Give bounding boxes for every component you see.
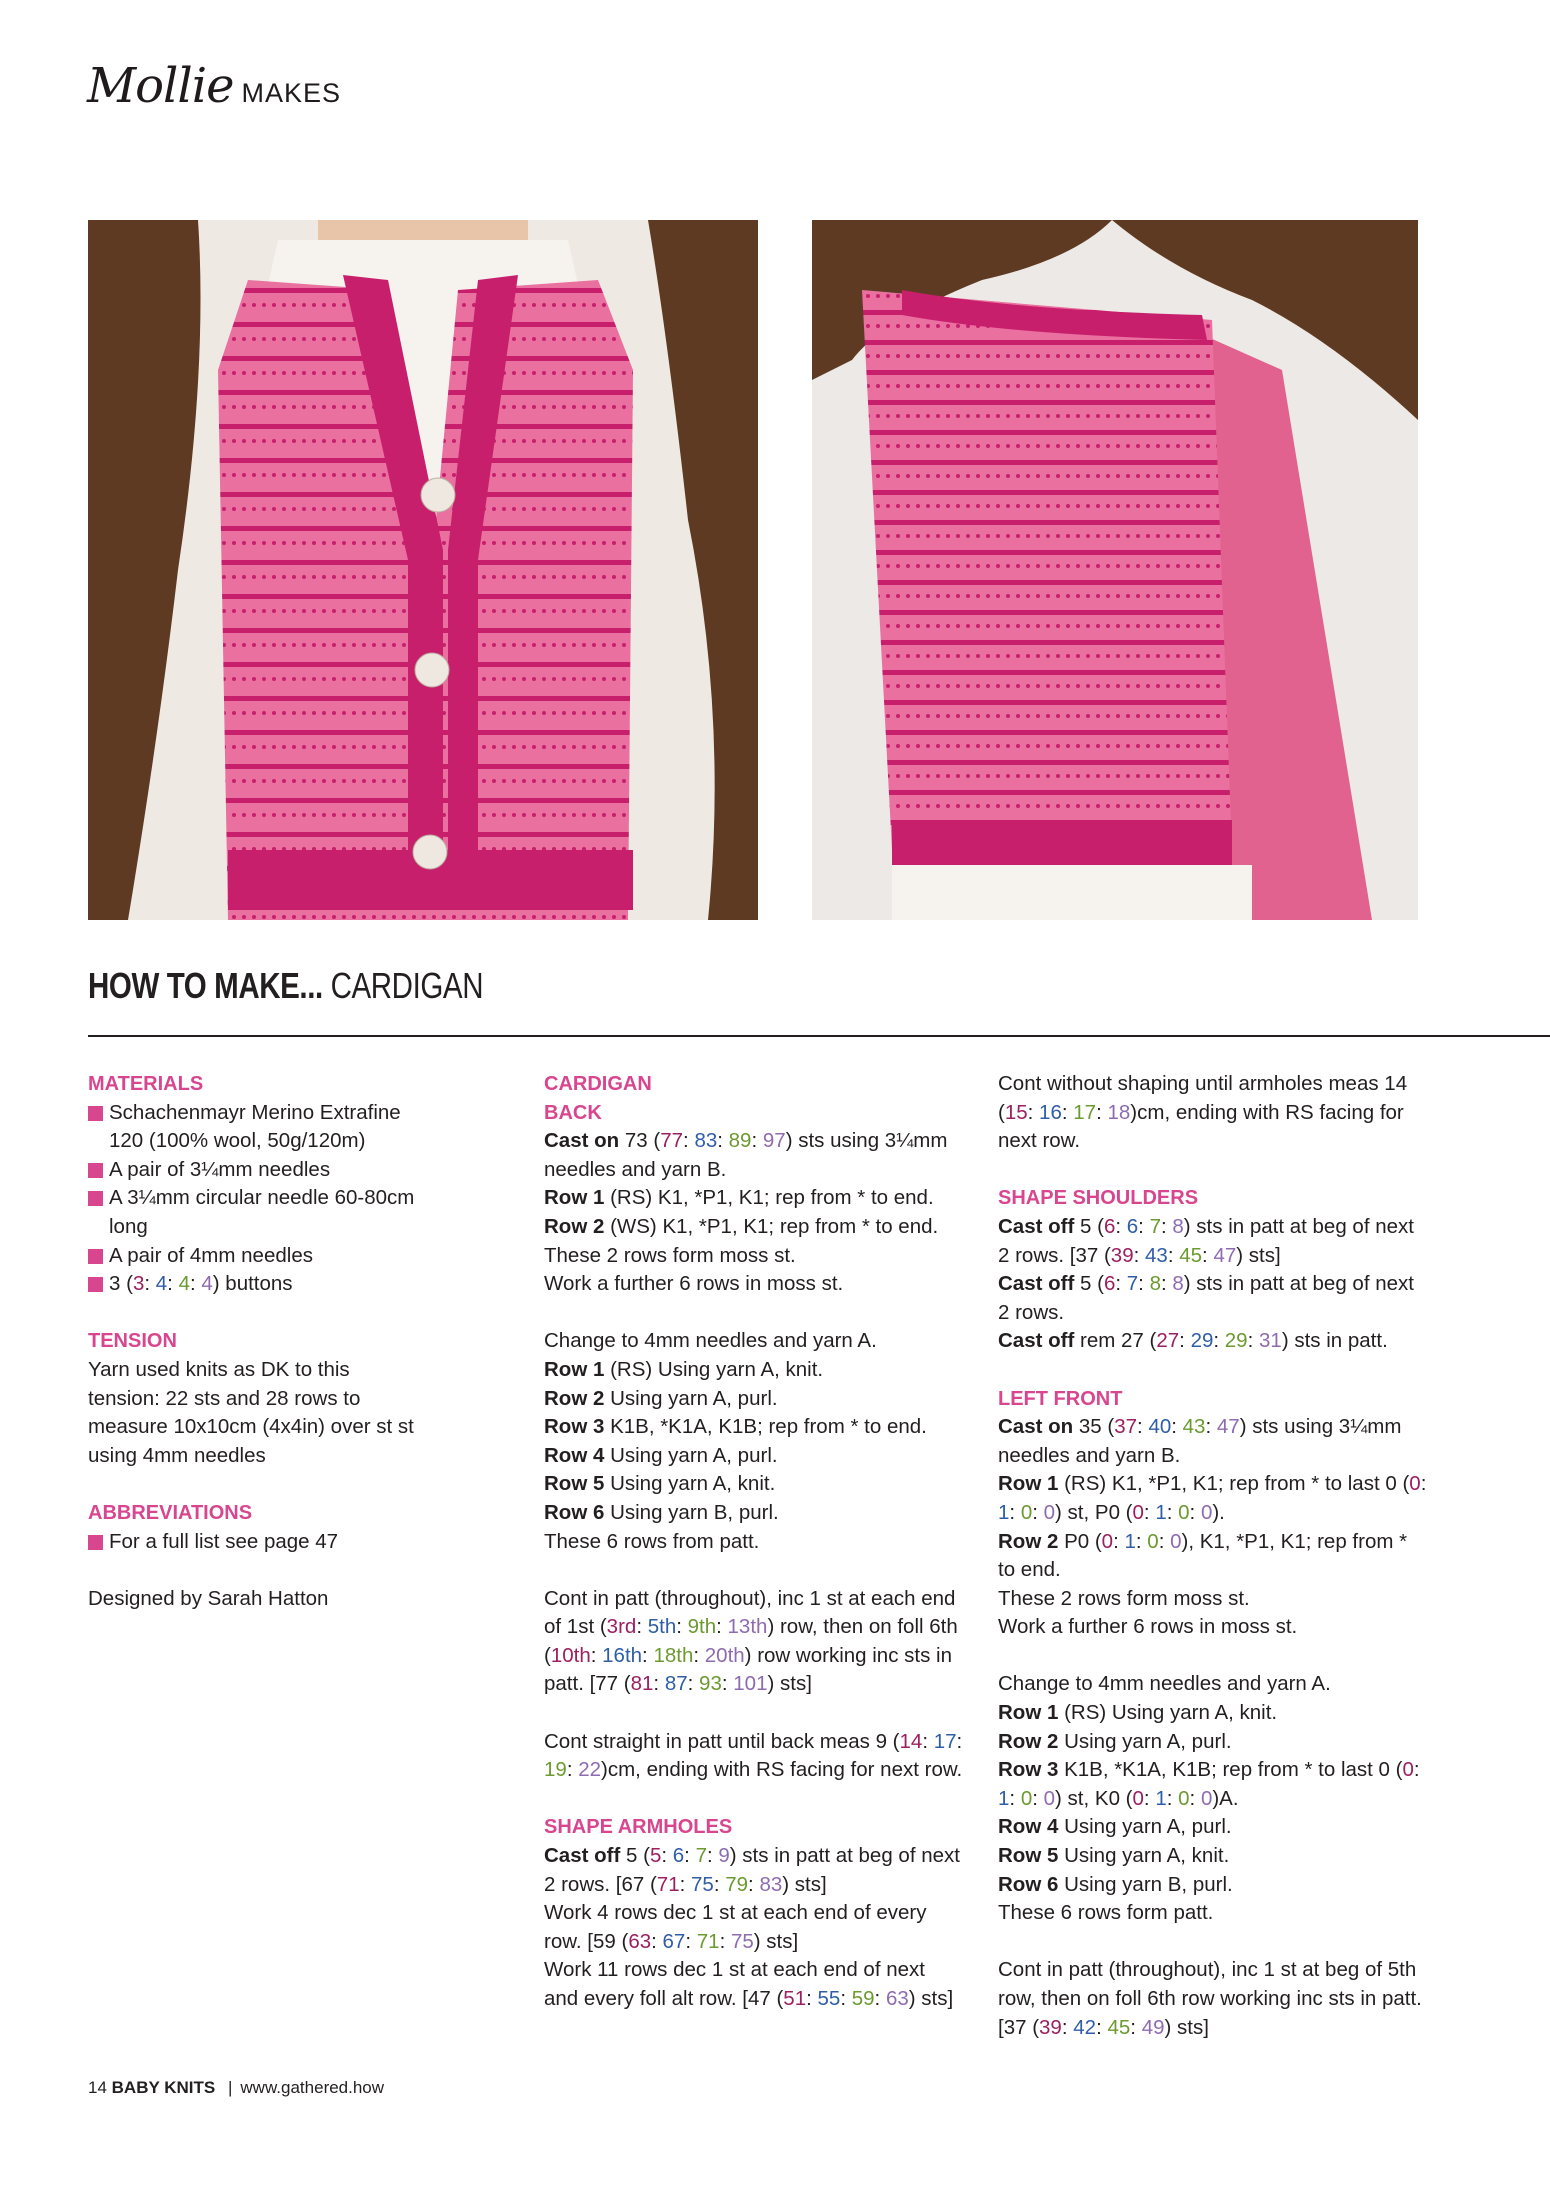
materials-heading: MATERIALS (88, 1073, 204, 1095)
heading-rule (88, 1035, 1550, 1037)
patt-row: Row 6 Using yarn B, purl. (544, 1500, 779, 1524)
footer-url[interactable]: www.gathered.how (240, 2078, 385, 2097)
cardigan-front-photo (88, 220, 758, 920)
page-number: 14 (88, 2078, 107, 2097)
bullet-square-icon (88, 1535, 103, 1550)
left-front-row: Row 2 P0 (0: 1: 0: 0), K1, *P1, K1; rep from * to end. (998, 1529, 1408, 1582)
armholes-dec-alt: Work 11 rows dec 1 st at each end of next and every foll alt row. [47 (51: 55: 59: 63) sts] (544, 1958, 954, 2010)
moss-note: These 2 rows form moss st. (544, 1243, 796, 1267)
left-front-row: Row 1 (RS) K1, *P1, K1; rep from * to last 0 (0: 1: 0: 0) st, P0 (0: 1: 0: 0). (998, 1472, 1427, 1524)
left-front-inc: Cont in patt (throughout), inc 1 st at beg of 5th row, then on foll 6th row working inc sts in patt. [37 (39: 42: 45: 49) sts] (998, 1958, 1422, 2039)
footer-separator: | (227, 2078, 233, 2097)
column-materials (88, 1070, 418, 1613)
patt-row: Row 4 Using yarn A, purl. (998, 1815, 1232, 1839)
bullet-square-icon (88, 1249, 103, 1264)
shoulders-cast-off: Cast off 5 (6: 7: 8: 8) sts in patt at beg of next 2 rows. (998, 1272, 1414, 1324)
cardigan-back-photo (812, 220, 1418, 920)
title-light: CARDIGAN (322, 965, 484, 1006)
shoulders-cast-off: Cast off 5 (6: 6: 7: 8) sts in patt at beg of next 2 rows. [37 (39: 43: 45: 47) sts] (998, 1214, 1414, 1267)
magazine-name: BABY KNITS (111, 2078, 216, 2097)
patt-row: Row 4 Using yarn A, purl. (544, 1443, 778, 1467)
title-bold: HOW TO MAKE... (88, 965, 323, 1006)
bullet-square-icon (88, 1191, 103, 1206)
patt-row: Row 3 K1B, *K1A, K1B; rep from * to end. (544, 1415, 927, 1439)
left-front-cast-on: Cast on 35 (37: 40: 43: 47) sts using 3¼mm needles and yarn B. (998, 1415, 1402, 1467)
change-needles: Change to 4mm needles and yarn A. (544, 1329, 877, 1353)
materials-item: A pair of 3¼mm needles (88, 1156, 418, 1185)
patt-row: Row 5 Using yarn A, knit. (544, 1472, 776, 1496)
cont-inc: Cont in patt (throughout), inc 1 st at each end of 1st (3rd: 5th: 9th: 13th) row, then on foll 6th (10th: 16th: 18th: 20th) row working inc sts in patt. [77 (81: 87: 93: 101) sts] (544, 1586, 958, 1696)
patt-row: Row 2 Using yarn A, purl. (544, 1386, 778, 1410)
mollie-makes-logo (87, 58, 341, 114)
cardigan-heading: CARDIGAN (544, 1073, 652, 1095)
moss-note: Work a further 6 rows in moss st. (998, 1615, 1298, 1639)
page-footer (88, 2078, 384, 2098)
column-back (544, 1070, 964, 2014)
patt-row: Row 3 K1B, *K1A, K1B; rep from * to last 0 (0: 1: 0: 0) st, K0 (0: 1: 0: 0)A. (998, 1758, 1420, 1810)
patt-row: Row 2 Using yarn A, purl. (998, 1729, 1232, 1753)
left-front-heading: LEFT FRONT (998, 1387, 1123, 1410)
patt-row: Row 5 Using yarn A, knit. (998, 1844, 1230, 1868)
section-heading (88, 965, 483, 1007)
shoulders-heading: SHAPE SHOULDERS (998, 1187, 1199, 1210)
shoulders-cast-off-rem: Cast off rem 27 (27: 29: 29: 31) sts in patt. (998, 1329, 1388, 1353)
bullet-square-icon (88, 1277, 103, 1292)
tension-heading: TENSION (88, 1330, 177, 1353)
patt-note: These 6 rows form patt. (998, 1901, 1214, 1925)
bullet-square-icon (88, 1106, 103, 1121)
armholes-dec: Work 4 rows dec 1 st at each end of every row. [59 (63: 67: 71: 75) sts] (544, 1901, 927, 1953)
patt-row: Row 1 (RS) Using yarn A, knit. (544, 1357, 824, 1381)
tension-text: Yarn used knits as DK to this tension: 22 sts and 28 rows to measure 10x10cm (4x4in) over st st using 4mm needles (88, 1357, 414, 1467)
armholes-heading: SHAPE ARMHOLES (544, 1816, 733, 1839)
moss-row: Row 1 (RS) K1, *P1, K1; rep from * to end. (544, 1186, 934, 1210)
materials-item: Schachenmayr Merino Extrafine 120 (100% wool, 50g/120m) (88, 1099, 418, 1156)
abbreviations-heading: ABBREVIATIONS (88, 1501, 253, 1524)
moss-note: These 2 rows form moss st. (998, 1586, 1250, 1610)
bullet-square-icon (88, 1163, 103, 1178)
change-needles: Change to 4mm needles and yarn A. (998, 1672, 1331, 1696)
column-left-front (998, 1070, 1428, 2042)
moss-note: Work a further 6 rows in moss st. (544, 1272, 844, 1296)
logo-makes: MAKES (241, 78, 342, 108)
patt-row: Row 6 Using yarn B, purl. (998, 1872, 1233, 1896)
materials-item-buttons: 3 (3: 4: 4: 4) buttons (88, 1270, 418, 1299)
armholes-cast-off: Cast off 5 (5: 6: 7: 9) sts in patt at beg of next 2 rows. [67 (71: 75: 79: 83) sts] (544, 1844, 960, 1896)
patt-row: Row 1 (RS) Using yarn A, knit. (998, 1701, 1278, 1725)
moss-row: Row 2 (WS) K1, *P1, K1; rep from * to end. (544, 1214, 939, 1238)
designer-credit: Designed by Sarah Hatton (88, 1586, 329, 1610)
materials-item: A 3¼mm circular needle 60-80cm long (88, 1184, 418, 1241)
materials-item: A pair of 4mm needles (88, 1242, 418, 1271)
back-cast-on: Cast on 73 (77: 83: 89: 97) sts using 3¼mm needles and yarn B. (544, 1129, 948, 1181)
back-heading: BACK (544, 1101, 602, 1124)
patt-note: These 6 rows from patt. (544, 1529, 760, 1553)
abbreviations-item: For a full list see page 47 (88, 1528, 418, 1557)
logo-script: Mollie (87, 58, 234, 114)
cont-straight: Cont straight in patt until back meas 9 (14: 17: 19: 22)cm, ending with RS facing for next row. (544, 1729, 963, 1782)
cont-without-shaping: Cont without shaping until armholes meas 14 (15: 16: 17: 18)cm, ending with RS facing for next row. (998, 1072, 1408, 1153)
